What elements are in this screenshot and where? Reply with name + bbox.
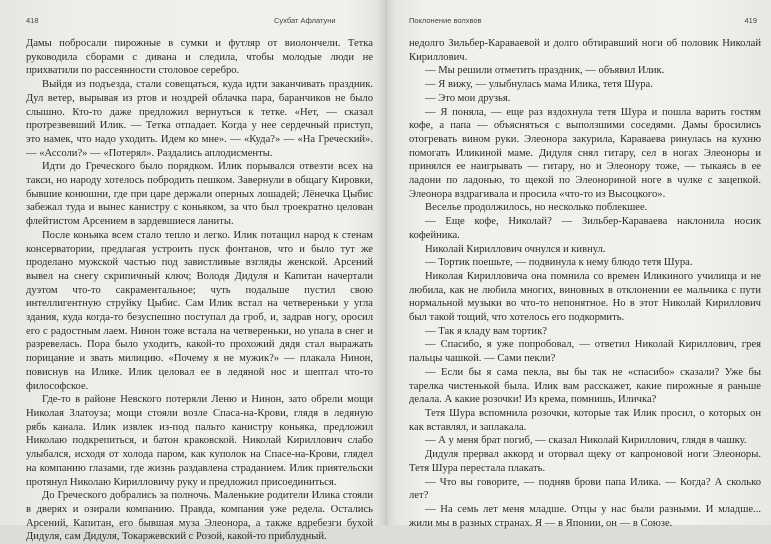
paragraph: Дамы побросали пирожные в сумки и футляр от виолончели. Тетка руководила сборами с дивана и следила, чтобы молодые люди не прихватили по рассеянности столовое серебро. <box>26 38 373 77</box>
paragraph: недолго Зильбер-Караваевой и долго обтиравший ноги об половик Николай Кириллович. <box>409 38 761 63</box>
left-page-number: 418 <box>26 16 39 25</box>
paragraph: — А у меня брат погиб, — сказал Николай Кириллович, глядя в чашку. <box>425 435 747 447</box>
right-running-head <box>409 16 761 30</box>
paragraph: — Тортик поешьте, — подвинула к нему блюдо тетя Шура. <box>425 257 693 269</box>
right-running-title: Поклонение волхвов <box>409 16 482 25</box>
left-page <box>0 0 385 543</box>
paragraph: Николая Кирилловича она помнила со времен Иликиного училища и не любила, как не любила многих, виновных в отклонении ее мальчика с пути нормальной музыки во что-то непонятное. Но в этот Николай Кириллович был такой тощий, что хотелось его подкормить. <box>409 270 761 324</box>
right-page-text <box>409 37 761 530</box>
paragraph: — Так я кладу вам тортик? <box>425 325 547 337</box>
left-running-head <box>26 16 373 30</box>
paragraph: — Это мои друзья. <box>425 92 511 104</box>
paragraph: После коньяка всем стало тепло и легко. Илик потащил народ к стенам консерватории, предлагая устроить пуск фонтанов, что и было тут же проделано мужской частью под завистливые взгляды женской. Арсений вывел на снегу скрипичный ключ; Володя Дидуля и Капитан начертали дуэтом что-то сакраментальное; чуть подальше пустил свою интеллигентную струйку Цыбис. Сам Илик встал на четвереньки у угла здания, куда когда-то безуспешно поступал да гроб, и, задрав ногу, оросил его с радостным лаем. Нинон тоже встала на четвереньки, но упала в снег и разревелась. Пора было уходить, какой-то прохожий дядя стал выражать порицание и звать милицию. «Почему я не мужик?» — плакала Нинон, повиснув на Илике. Илик целовал ее в ледяной нос и шептал что-то философское. <box>26 229 373 392</box>
paragraph: — Я вижу, — улыбнулась мама Илика, тетя Шура. <box>425 79 653 91</box>
paragraph: Николай Кириллович очнулся и кивнул. <box>425 243 606 255</box>
paragraph: Веселье продолжилось, но несколько поблекшее. <box>425 202 648 214</box>
paragraph: До Греческого добрались за полночь. Маленькие родители Илика стояли в дверях и озирали компанию. Правда, компания уже редела. Остались Арсений, Капитан, его бывшая муза Элеонора, а также вдребезги бухой Дидуля, сам Дидуля, Токаржевский с Розой, какой-то приблудный. <box>26 490 373 543</box>
paragraph: Выйдя из подъезда, стали совещаться, куда идти заканчивать праздник. Дул ветер, вырывая из ртов и ноздрей облачка пара, баранчиков не было слышно. Кто-то даже предложил вернуться к тетке. «Нет, — сказал протрезвевший Илик. — Тетка отпадает. Когда у нее сердечный приступ, это намек, что надо уходить. Идем ко мне». — «Куда?» — «На Греческий». — «Ассоли?» — «Потерял». Раздались аплодисменты. <box>26 79 373 159</box>
paragraph: — На семь лет меня младше. Отцы у нас были разными. И младше... жили мы в разных странах. Я — в Японии, он — в Союзе. <box>409 503 761 529</box>
paragraph: — Я поняла, — еще раз вздохнула тетя Шура и пошла варить гостям кофе, а папа — объясняться с выползшими соседями. Дамы бросились отогревать вином руки. Элеонора закурила, Караваева ринулась на кухню помогать Иликиной маме. Дидуля снял гитару, сел в ногах Элеоноры и принялся ее наигрывать — гитару, но и Элеонору тоже, — тыкаясь в ее ладони по ладонью, то щекой по Элеонориной ноге в чулке с зацепкой. Элеонора вздрагивала и просила «что-то из Высоцкого». <box>409 106 761 200</box>
paragraph: Где-то в районе Невского потеряли Леню и Нинон, зато обрели мощи Николая Златоуза; мощи стояли возле Спаса-на-Крови, глядя в ледяную рябь канала. Илик извлек из-под пальто канистру коньяка, предложил Николаю подкрепиться, и батон краковской. Николай Кириллович слабо улыбался, исходя от холода паром, как куполок на Спасе-на-Крови, глядел на компанию глазами, где жизнь раздавлена страданием. Илик приятельски протянул Николаю Кирилловичу руку и предложил присоединиться. <box>26 394 373 488</box>
right-page-number: 419 <box>744 16 757 25</box>
paragraph: — Если бы я сама пекла, вы бы так не «спасибо» сказали? Уже бы тарелка чистенькой была. Илик вам расскажет, какие пирожные я раньше делала. А какие розочки! Из крема, помнишь, Иличка? <box>409 366 761 406</box>
paragraph: Дидуля прервал аккорд и оторвал щеку от капроновой ноги Элеоноры. Тетя Шура перестала плакать. <box>409 449 761 474</box>
paragraph: — Еще кофе, Николай? — Зильбер-Караваева наклонила носик кофейника. <box>409 216 761 241</box>
left-page-text <box>26 37 373 544</box>
paragraph: — Мы решили отметить праздник, — объявил Илик. <box>425 65 665 77</box>
paragraph: Тетя Шура вспомнила розочки, которые так Илик просил, о которых он как вставлял, и заплакала. <box>409 407 761 433</box>
paragraph: — Спасибо, я уже попробовал, — ответил Николай Кириллович, грея пальцы чашкой. — Сами пекли? <box>409 339 761 365</box>
left-running-title: Сухбат Афлатуни <box>274 16 336 25</box>
right-page <box>385 0 771 529</box>
paragraph: Идти до Греческого было порядком. Илик порывался отвезти всех на такси, но народу хотелось побродить пешком. Завернули в общагу Кировки, бывшие конюшни, где при царе держали оперных лошадей; Лёнечка Цыбис забежал туда и вынес канистру с коньяком, за что был троекратно целован флейтистом Арсением в зардевшиеся ланиты. <box>26 161 373 228</box>
paragraph: — Что вы говорите, — подняв брови папа Илика. — Когда? А сколько лет? <box>409 476 761 502</box>
